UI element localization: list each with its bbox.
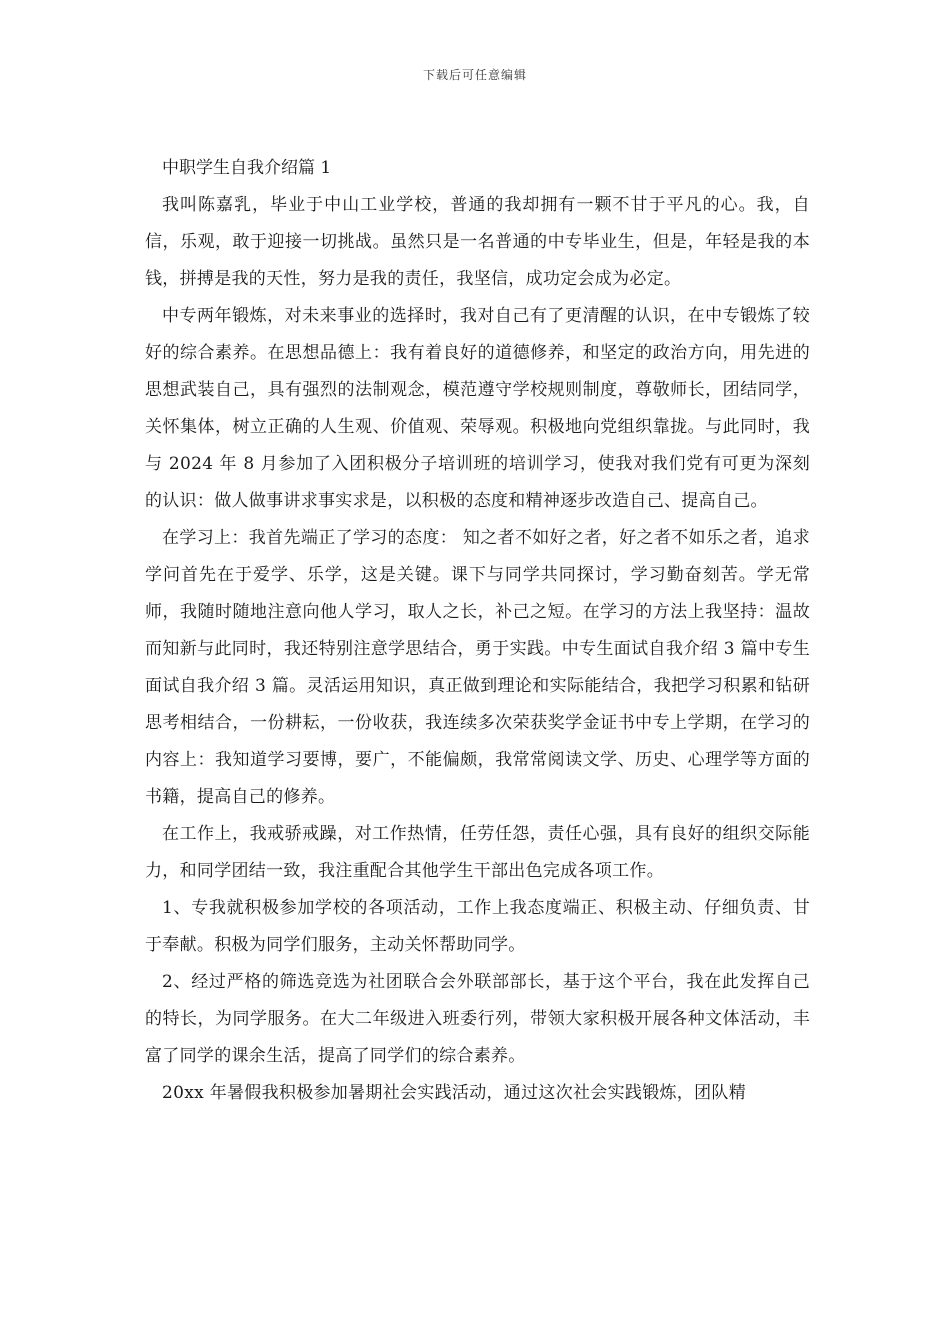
document-body — [145, 150, 810, 1112]
page-header-note: 下载后可任意编辑 — [422, 68, 527, 82]
paragraph-item-1: 1、专我就积极参加学校的各项活动，工作上我态度端正、积极主动、仔细负责、甘于奉献。积极为同学们服务，主动关怀帮助同学。 — [145, 898, 810, 955]
paragraph-work: 在工作上，我戒骄戒躁，对工作热情，任劳任怨，责任心强，具有良好的组织交际能力，和同学团结一致，我注重配合其他学生干部出色完成各项工作。 — [145, 824, 810, 881]
paragraph-social-practice: 20xx 年暑假我积极参加暑期社会实践活动，通过这次社会实践锻炼，团队精 — [162, 1083, 747, 1103]
paragraph-item-2: 2、经过严格的筛选竞选为社团联合会外联部部长，基于这个平台，我在此发挥自己的特长，为同学服务。在大二年级进入班委行列，带领大家积极开展各种文体活动，丰富了同学的课余生活，提高了同学们的综合素养。 — [145, 972, 810, 1066]
paragraph-introduction: 我叫陈嘉乳，毕业于中山工业学校，普通的我却拥有一颗不甘于平凡的心。我，自信，乐观，敢于迎接一切挑战。虽然只是一名普通的中专毕业生，但是，年轻是我的本钱，拼搏是我的天性，努力是我的责任，我坚信，成功定会成为必定。 — [145, 195, 810, 289]
paragraph-moral-character: 中专两年锻炼，对未来事业的选择时，我对自己有了更清醒的认识，在中专锻炼了较好的综合素养。在思想品德上：我有着良好的道德修养，和坚定的政治方向，用先进的思想武装自己，具有强烈的法制观念，模范遵守学校规则制度，尊敬师长，团结同学，关怀集体，树立正确的人生观、价值观、荣辱观。积极地向党组织靠拢。与此同时，我与 2024 年 8 月参加了入团积极分子培训班的培训学习，使我对我们党有可更为深刻的认识：做人做事讲求事实求是，以积极的态度和精神逐步改造自己、提高自己。 — [145, 306, 810, 511]
document-title: 中职学生自我介绍篇 1 — [162, 158, 332, 178]
paragraph-study: 在学习上：我首先端正了学习的态度： 知之者不如好之者，好之者不如乐之者，追求学问首先在于爱学、乐学，这是关键。课下与同学共同探讨，学习勤奋刻苦。学无常师，我随时随地注意向他人学习，取人之长，补己之短。在学习的方法上我坚持：温故而知新与此同时，我还特别注意学思结合，勇于实践。中专生面试自我介绍 3 篇中专生面试自我介绍 3 篇。灵活运用知识，真正做到理论和实际能结合，我把学习积累和钻研思考相结合，一份耕耘，一份收获，我连续多次荣获奖学金证书中专上学期，在学习的内容上：我知道学习要博，要广，不能偏颇，我常常阅读文学、历史、心理学等方面的书籍，提高自己的修养。 — [145, 528, 810, 807]
